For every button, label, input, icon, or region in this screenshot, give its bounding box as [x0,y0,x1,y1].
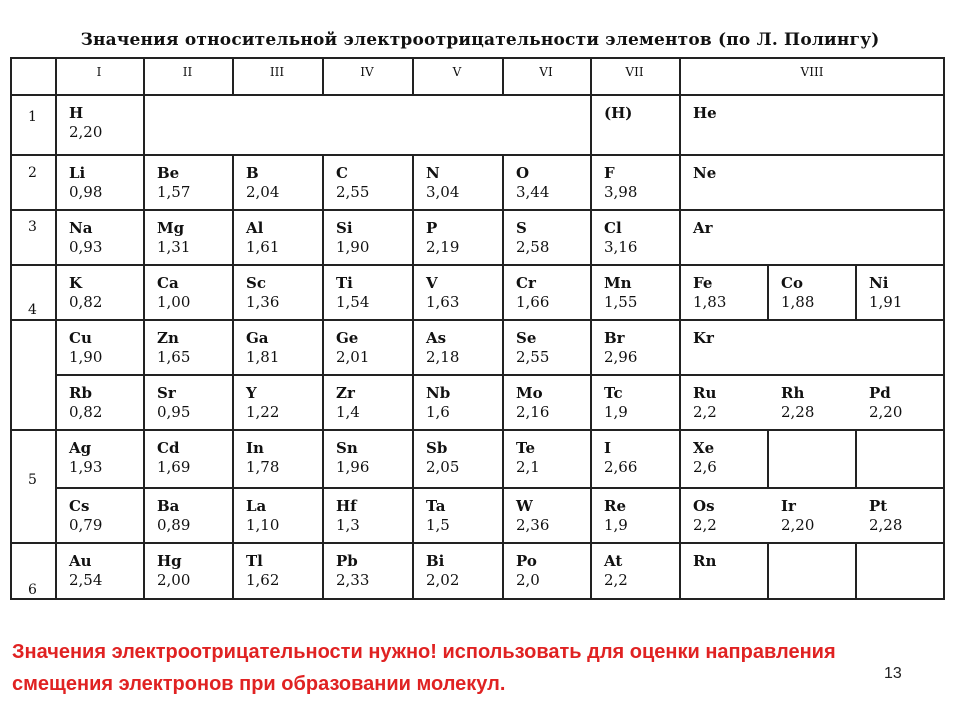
element-cell [157,219,190,257]
element-symbol: Cs [69,497,90,515]
element-cell [604,439,637,477]
element-cell [781,274,814,312]
electronegativity-value: 0,89 [157,516,191,534]
element-symbol: Al [246,219,264,237]
element-symbol: Br [604,329,625,347]
electronegativity-value: 0,82 [69,293,103,311]
grid-line [10,598,945,600]
element-cell [693,104,717,123]
grid-line [502,57,504,94]
element-cell [693,439,717,477]
element-symbol: In [246,439,264,457]
grid-line [10,94,945,96]
electronegativity-value: 1,69 [157,458,191,476]
electronegativity-value: 2,20 [869,403,903,421]
electronegativity-value: 1,54 [336,293,370,311]
element-cell [426,329,459,367]
group-header: III [269,65,285,79]
element-symbol: Mg [157,219,185,237]
element-cell [604,552,628,590]
element-cell [426,274,459,312]
electronegativity-value: 0,95 [157,403,191,421]
electronegativity-value: 2,04 [246,183,280,201]
grid-line [590,94,592,154]
electronegativity-value: 1,66 [516,293,550,311]
element-cell [693,274,726,312]
slide-number: 13 [884,665,902,682]
element-cell [516,219,549,257]
electronegativity-value: 1,65 [157,348,191,366]
period-label: 6 [28,582,37,598]
element-symbol: Pd [869,384,891,402]
element-cell [516,329,549,367]
element-symbol: C [336,164,348,182]
element-cell [69,497,102,535]
electronegativity-value: 1,96 [336,458,370,476]
element-symbol: Ga [246,329,269,347]
electronegativity-value: 2,00 [157,571,191,589]
element-symbol: Mn [604,274,632,292]
electronegativity-value: 3,98 [604,183,638,201]
electronegativity-value: 2,05 [426,458,460,476]
element-symbol: Ta [426,497,446,515]
element-cell [426,219,459,257]
electronegativity-value: 3,44 [516,183,550,201]
element-symbol: Sc [246,274,266,292]
element-cell [246,329,279,367]
electronegativity-value: 3,16 [604,238,638,256]
group-header: VII [625,65,644,79]
element-symbol: Zn [157,329,179,347]
element-cell [516,274,549,312]
electronegativity-table [10,57,945,600]
grid-line [55,487,945,489]
element-cell [516,439,540,477]
element-cell [781,384,814,422]
element-cell [69,164,102,202]
element-cell [246,274,279,312]
element-symbol: Ne [693,164,717,182]
grid-line [943,57,945,600]
electronegativity-value: 1,9 [604,516,628,534]
electronegativity-value: 2,96 [604,348,638,366]
electronegativity-value: 3,04 [426,183,460,201]
element-cell [246,552,279,590]
element-symbol: Kr [693,329,714,347]
element-cell [604,384,628,422]
element-symbol: Sn [336,439,358,457]
electronegativity-value: 0,82 [69,403,103,421]
element-cell [69,219,102,257]
element-cell [693,384,717,422]
electronegativity-value: 2,28 [781,403,815,421]
element-symbol: Co [781,274,803,292]
electronegativity-value: 2,2 [604,571,628,589]
element-cell [69,104,102,142]
grid-line [412,57,414,94]
electronegativity-value: 2,66 [604,458,638,476]
grid-line [590,154,592,600]
element-cell [604,274,637,312]
element-symbol: Hf [336,497,357,515]
element-symbol: Po [516,552,537,570]
element-cell [693,497,717,535]
electronegativity-value: 1,36 [246,293,280,311]
note-text: Значения электроотрицательности нужно! использовать для оценки направления смещения электронов при образовании молекул. [12,641,836,695]
element-symbol: Nb [426,384,451,402]
element-symbol: H [69,104,84,122]
element-cell [426,497,450,535]
electronegativity-value: 0,93 [69,238,103,256]
electronegativity-value: 1,5 [426,516,450,534]
element-symbol: Ni [869,274,889,292]
element-symbol: Ge [336,329,359,347]
element-symbol: S [516,219,527,237]
element-cell [604,219,637,257]
group-header: VIII [800,65,824,79]
electronegativity-value: 1,55 [604,293,638,311]
grid-line [502,154,504,600]
electronegativity-value: 1,83 [693,293,727,311]
element-cell [246,164,279,202]
element-symbol: Fe [693,274,713,292]
element-cell [693,164,716,183]
electronegativity-value: 1,93 [69,458,103,476]
element-cell [516,384,549,422]
electronegativity-value: 1,61 [246,238,280,256]
element-symbol: Ag [69,439,92,457]
element-symbol: F [604,164,615,182]
element-symbol: Os [693,497,715,515]
element-cell [69,552,102,590]
grid-line [767,429,769,487]
group-header: I [96,65,102,79]
grid-line [143,57,145,94]
element-symbol: P [426,219,438,237]
grid-line [232,57,234,94]
element-symbol: Ca [157,274,179,292]
element-cell [246,219,279,257]
element-cell [604,329,637,367]
element-cell [693,552,716,571]
electronegativity-value: 2,0 [516,571,540,589]
grid-line [143,154,145,600]
element-cell [516,497,549,535]
element-cell [157,164,190,202]
electronegativity-value: 2,2 [693,403,717,421]
element-symbol: Ir [781,497,796,515]
electronegativity-value: 2,01 [336,348,370,366]
group-header: II [182,65,193,79]
element-symbol: He [693,104,717,122]
element-symbol: (H) [604,104,633,122]
grid-line [679,154,681,600]
element-symbol: Cr [516,274,536,292]
grid-line [10,57,12,600]
electronegativity-value: 1,31 [157,238,191,256]
element-cell [693,329,714,348]
element-cell [336,552,369,590]
element-symbol: Cu [69,329,92,347]
period-label: 5 [28,472,37,488]
element-symbol: La [246,497,267,515]
grid-line [10,319,945,321]
element-cell [69,384,102,422]
element-cell [426,439,459,477]
element-symbol: Hg [157,552,182,570]
element-cell [426,164,459,202]
element-symbol: Sb [426,439,448,457]
electronegativity-value: 1,78 [246,458,280,476]
electronegativity-value: 2,2 [693,516,717,534]
grid-line [412,154,414,600]
grid-line [10,57,945,59]
electronegativity-value: 1,88 [781,293,815,311]
element-symbol: Ar [693,219,713,237]
electronegativity-value: 1,91 [869,293,903,311]
electronegativity-value: 2,1 [516,458,540,476]
element-cell [781,497,814,535]
electronegativity-value: 2,02 [426,571,460,589]
element-symbol: Rh [781,384,805,402]
element-symbol: Xe [693,439,715,457]
electronegativity-value: 2,20 [781,516,815,534]
element-symbol: Mo [516,384,543,402]
element-symbol: Zr [336,384,355,402]
grid-line [322,57,324,94]
element-cell [336,329,369,367]
grid-line [55,94,57,600]
electronegativity-value: 1,9 [604,403,628,421]
element-symbol: Re [604,497,627,515]
element-cell [869,497,902,535]
element-symbol: Si [336,219,353,237]
element-cell [336,164,369,202]
grid-line [855,429,857,487]
element-symbol: Cl [604,219,622,237]
grid-line [10,154,945,156]
electronegativity-value: 1,6 [426,403,450,421]
electronegativity-value: 1,63 [426,293,460,311]
electronegativity-value: 2,28 [869,516,903,534]
electronegativity-value: 0,79 [69,516,103,534]
element-cell [246,439,279,477]
element-symbol: Rb [69,384,92,402]
grid-line [10,429,945,431]
element-symbol: Tc [604,384,623,402]
table-title: Значения относительной электроотрицательности элементов (по Л. Полингу) [80,30,880,50]
electronegativity-value: 2,33 [336,571,370,589]
electronegativity-value: 1,57 [157,183,191,201]
element-symbol: Bi [426,552,445,570]
element-cell [157,439,190,477]
element-symbol: B [246,164,259,182]
element-cell [336,497,360,535]
element-cell [157,274,190,312]
element-symbol: As [426,329,447,347]
element-cell [246,497,279,535]
element-symbol: Ba [157,497,180,515]
element-cell [157,329,190,367]
electronegativity-value: 1,81 [246,348,280,366]
grid-line [10,264,945,266]
element-symbol: Sr [157,384,176,402]
period-label: 2 [28,165,37,181]
element-cell [426,384,450,422]
element-cell [69,329,102,367]
element-cell [516,164,549,202]
grid-line [590,57,592,94]
electronegativity-value: 1,00 [157,293,191,311]
grid-line [232,154,234,600]
electronegativity-value: 2,6 [693,458,717,476]
electronegativity-value: 1,22 [246,403,280,421]
element-cell [516,552,540,590]
element-cell [604,104,632,123]
group-header: V [452,65,462,79]
grid-line [10,209,945,211]
element-symbol: K [69,274,83,292]
electronegativity-value: 2,58 [516,238,550,256]
period-label: 4 [28,302,37,318]
element-cell [157,384,190,422]
electronegativity-value: 1,62 [246,571,280,589]
electronegativity-value: 2,18 [426,348,460,366]
element-symbol: Cd [157,439,180,457]
element-cell [604,164,637,202]
element-cell [869,274,902,312]
grid-line [767,542,769,598]
element-symbol: W [516,497,533,515]
element-cell [336,274,369,312]
electronegativity-value: 1,90 [336,238,370,256]
element-cell [69,274,102,312]
grid-line [322,154,324,600]
element-symbol: Se [516,329,537,347]
electronegativity-value: 0,98 [69,183,103,201]
element-symbol: O [516,164,530,182]
grid-line [10,542,945,544]
grid-line [855,264,857,319]
element-symbol: Ti [336,274,353,292]
element-symbol: N [426,164,440,182]
electronegativity-value: 2,16 [516,403,550,421]
element-symbol: Be [157,164,180,182]
period-label: 1 [28,109,37,125]
element-symbol: V [426,274,438,292]
element-cell [336,439,369,477]
electronegativity-value: 1,4 [336,403,360,421]
element-symbol: Pb [336,552,358,570]
grid-line [55,57,57,94]
grid-line [679,57,681,94]
element-cell [69,439,102,477]
grid-line [679,94,681,154]
electronegativity-value: 1,3 [336,516,360,534]
element-symbol: At [604,552,623,570]
electronegativity-value: 2,55 [336,183,370,201]
element-symbol: Pt [869,497,888,515]
element-symbol: Au [69,552,92,570]
element-cell [604,497,628,535]
element-cell [426,552,459,590]
element-cell [157,497,190,535]
element-symbol: Tl [246,552,263,570]
element-symbol: Te [516,439,535,457]
electronegativity-value: 2,55 [516,348,550,366]
element-cell [693,219,713,238]
element-symbol: Y [246,384,257,402]
element-symbol: Na [69,219,93,237]
grid-line [855,542,857,598]
group-header: VI [539,65,553,79]
electronegativity-value: 1,10 [246,516,280,534]
element-cell [246,384,279,422]
period-label: 3 [28,219,37,235]
grid-line [55,374,945,376]
grid-line [143,94,145,154]
electronegativity-value: 2,54 [69,571,103,589]
element-symbol: Rn [693,552,717,570]
grid-line [767,264,769,319]
element-cell [336,219,369,257]
element-symbol: Li [69,164,86,182]
electronegativity-value: 2,19 [426,238,460,256]
element-cell [336,384,360,422]
group-header: IV [360,65,374,79]
element-cell [157,552,190,590]
electronegativity-value: 1,90 [69,348,103,366]
element-symbol: Ru [693,384,717,402]
electronegativity-value: 2,36 [516,516,550,534]
element-cell [869,384,902,422]
electronegativity-value: 2,20 [69,123,103,141]
element-symbol: I [604,439,612,457]
